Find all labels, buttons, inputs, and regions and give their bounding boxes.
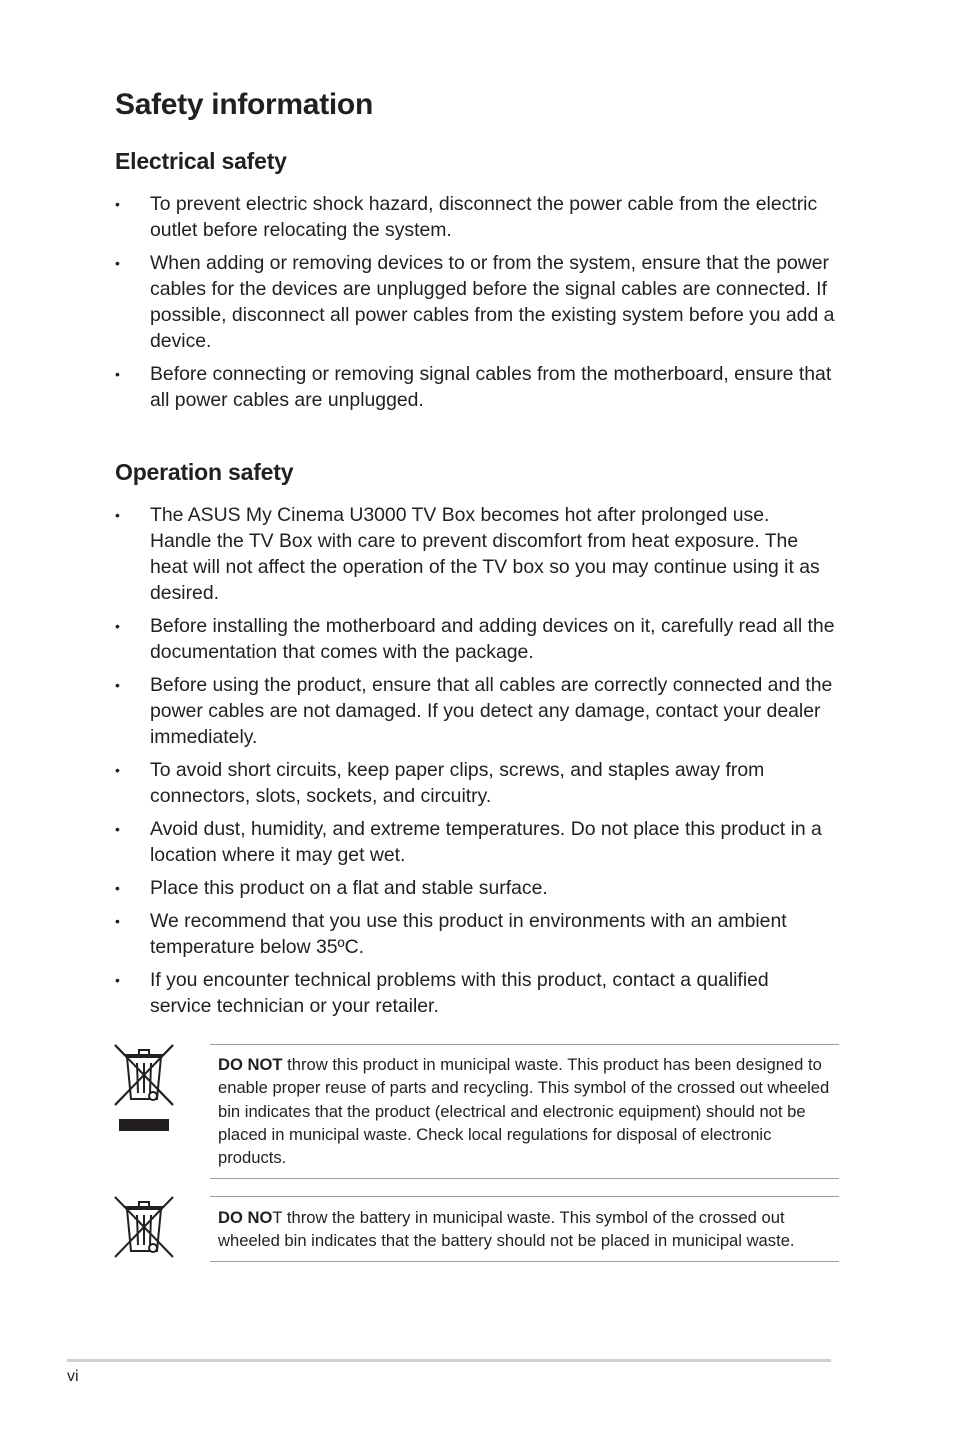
bullet: • bbox=[115, 972, 120, 988]
list-item: • Before installing the motherboard and adding devices on it, carefully read all the documentation that comes with the package. bbox=[115, 615, 835, 663]
electrical-safety-list bbox=[115, 191, 835, 420]
bullet: • bbox=[115, 618, 120, 634]
list-item: • To prevent electric shock hazard, disconnect the power cable from the electric outlet before relocating the system. bbox=[115, 193, 818, 241]
product-disposal-notice bbox=[210, 1044, 839, 1179]
list-item: • To avoid short circuits, keep paper clips, screws, and staples away from connectors, slots, sockets, and circuitry. bbox=[115, 759, 765, 807]
bullet: • bbox=[115, 762, 120, 778]
list-item: • We recommend that you use this product in environments with an ambient temperature below 35ºC. bbox=[115, 910, 787, 958]
list-item: • Before using the product, ensure that all cables are correctly connected and the power cables are not damaged. If you detect any damage, contact your dealer immediately. bbox=[115, 674, 833, 748]
bullet: • bbox=[115, 880, 120, 896]
bullet: • bbox=[115, 913, 120, 929]
list-item: • Avoid dust, humidity, and extreme temperatures. Do not place this product in a location where it may get wet. bbox=[115, 818, 822, 866]
crossed-out-wheeled-bin-icon bbox=[113, 1195, 175, 1266]
bullet: • bbox=[115, 507, 120, 523]
page-number: vi bbox=[67, 1368, 79, 1385]
notice-text: T throw the battery in municipal waste. This symbol of the crossed out wheeled bin indicates that the battery should not be placed in municipal waste. bbox=[218, 1208, 795, 1251]
list-item: • The ASUS My Cinema U3000 TV Box becomes hot after prolonged use. Handle the TV Box with care to prevent discomfort from heat exposure. The heat will not affect the operation of the TV box so you may continue using it as desired. bbox=[115, 504, 820, 604]
operation-safety-heading: Operation safety bbox=[115, 459, 294, 485]
footer-divider bbox=[67, 1359, 831, 1362]
list-item: • Before connecting or removing signal cables from the motherboard, ensure that all power cables are unplugged. bbox=[115, 363, 832, 411]
notice-text: throw this product in municipal waste. This product has been designed to enable proper reuse of parts and recycling. This symbol of the crossed out wheeled bin indicates that the product (electrical and electronic equipment) should not be placed in municipal waste. Check local regulations for disposal of electronic products. bbox=[218, 1055, 830, 1168]
list-item: • When adding or removing devices to or from the system, ensure that the power cables for the devices are unplugged before the signal cables are connected. If possible, disconnect all power cables from the existing system before you add a device. bbox=[115, 252, 835, 352]
crossed-out-wheeled-bin-icon bbox=[113, 1043, 175, 1140]
battery-disposal-notice bbox=[210, 1196, 839, 1262]
operation-safety-list bbox=[115, 502, 835, 1026]
list-item: • If you encounter technical problems with this product, contact a qualified service technician or your retailer. bbox=[115, 969, 769, 1017]
bullet: • bbox=[115, 255, 120, 271]
bullet: • bbox=[115, 821, 120, 837]
notice-emphasis: DO NOT bbox=[218, 1055, 283, 1074]
bullet: • bbox=[115, 366, 120, 382]
page-title: Safety information bbox=[115, 88, 373, 121]
list-item: • Place this product on a flat and stable surface. bbox=[115, 877, 548, 899]
bullet: • bbox=[115, 196, 120, 212]
notice-emphasis: DO NO bbox=[218, 1208, 273, 1227]
electrical-safety-heading: Electrical safety bbox=[115, 148, 287, 174]
bullet: • bbox=[115, 677, 120, 693]
